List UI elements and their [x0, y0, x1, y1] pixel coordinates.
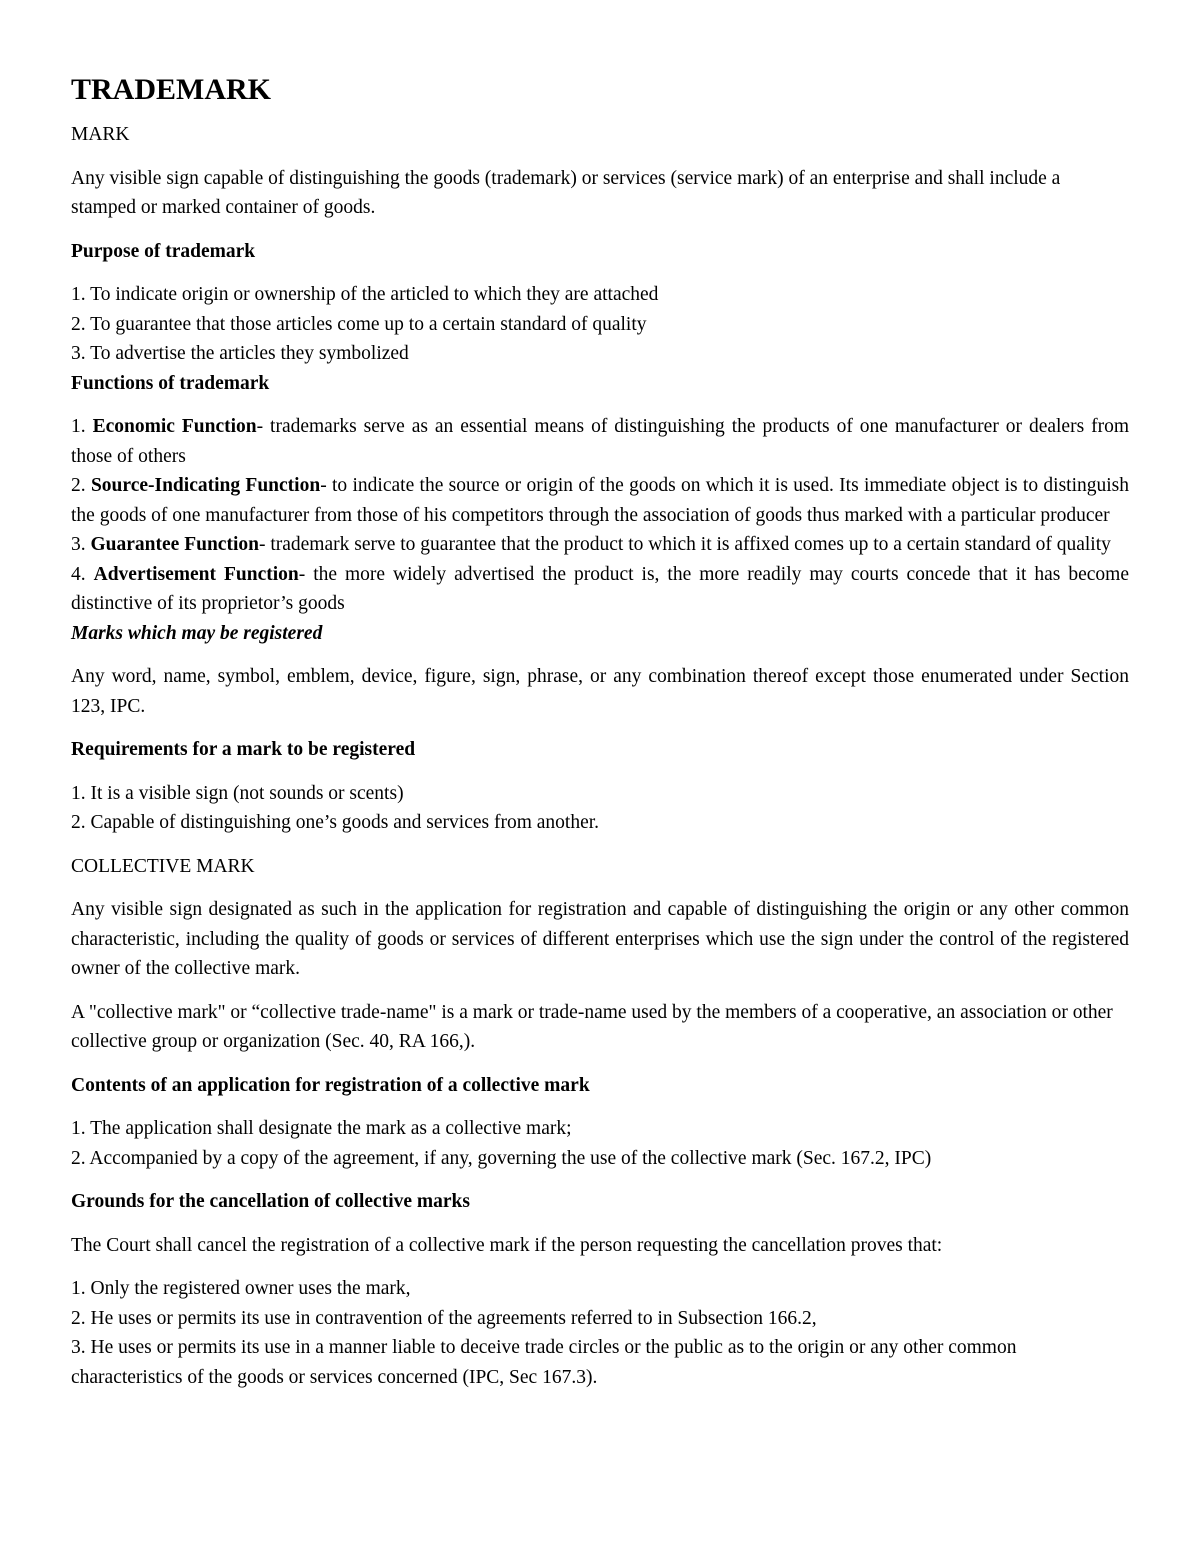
list-item: 1. It is a visible sign (not sounds or scents) [71, 782, 404, 804]
function-term: Economic Function [92, 416, 257, 437]
list-item: 1. To indicate origin or ownership of the articled to which they are attached [71, 284, 659, 305]
list-item: 2. Capable of distinguishing one’s goods and services from another. [71, 812, 600, 833]
document-page [71, 70, 1129, 1392]
function-term: Guarantee Function [90, 534, 259, 555]
cancellation-intro: The Court shall cancel the registration of a collective mark if the person requesting the cancellation proves that: [71, 1234, 943, 1256]
list-item: 1. The application shall designate the mark as a collective mark; [71, 1118, 572, 1139]
list-item: 3. He uses or permits its use in a manner liable to deceive trade circles or the public as to the origin or any other common characteristics of the goods or services concerned (IPC, Sec 167.3). [71, 1337, 1017, 1388]
function-item-source-indicating [71, 471, 1129, 530]
collective-heading: COLLECTIVE MARK [71, 855, 255, 877]
list-item: 2. He uses or permits its use in contravention of the agreements referred to in Subsection 166.2, [71, 1307, 817, 1329]
cancellation-list [71, 1274, 1129, 1392]
purpose-list [71, 280, 1129, 369]
registrable-heading: Marks which may be registered [71, 622, 323, 644]
function-description: - trademark serve to guarantee that the product to which it is affixed comes up to a certain standard of quality [258, 534, 1111, 555]
contents-heading: Contents of an application for registration of a collective mark [71, 1074, 590, 1096]
list-item: 2. Accompanied by a copy of the agreement, if any, governing the use of the collective mark (Sec. 167.2, IPC) [71, 1147, 932, 1169]
function-description: - the more widely advertised the product is, the more readily may courts concede that it has become distinctive of its proprietor’s goods [71, 563, 1130, 614]
collective-ra166: A "collective mark" or “collective trade-name" is a mark or trade-name used by the members of a cooperative, an association or other collective group or organization (Sec. 40, RA 166,). [71, 1001, 1113, 1052]
function-term: Advertisement Function [93, 563, 299, 585]
list-item: 1. Only the registered owner uses the mark, [71, 1278, 411, 1299]
mark-definition: Any visible sign capable of distinguishing the goods (trademark) or services (service mark) of an enterprise and shall include a stamped or marked container of goods. [71, 167, 1061, 218]
purpose-heading: Purpose of trademark [71, 240, 256, 262]
collective-definition: Any visible sign designated as such in the application for registration and capable of distinguishing the origin or any other common characteristic, including the quality of goods or services of different enterprises which use the sign under the control of the registered owner of the collective mark. [71, 899, 1129, 979]
item-number: 4. [71, 563, 94, 585]
functions-heading: Functions of trademark [71, 372, 270, 394]
cancellation-heading: Grounds for the cancellation of collective marks [71, 1191, 470, 1212]
functions-list [71, 412, 1129, 619]
registrable-text: Any word, name, symbol, emblem, device, figure, sign, phrase, or any combination thereof except those enumerated under Section 123, IPC. [71, 666, 1129, 717]
item-number: 2. [71, 475, 91, 496]
requirements-heading: Requirements for a mark to be registered [71, 739, 416, 760]
function-description: - trademarks serve as an essential means of distinguishing the products of one manufacturer or dealers from those of others [71, 416, 1130, 467]
mark-heading: MARK [71, 124, 130, 145]
list-item: 3. To advertise the articles they symbolized [71, 343, 409, 364]
function-item-economic [71, 412, 1129, 471]
contents-list [71, 1114, 1129, 1173]
item-number: 1. [71, 416, 93, 437]
function-item-guarantee [71, 530, 1129, 560]
item-number: 3. [71, 534, 91, 555]
function-item-advertisement [71, 560, 1129, 619]
function-description: - to indicate the source or origin of the goods on which it is used. Its immediate object is to distinguish the goods of one manufacturer from those of his competitors through the association of goods thus marked with a particular producer [71, 475, 1130, 526]
list-item: 2. To guarantee that those articles come up to a certain standard of quality [71, 313, 647, 335]
function-term: Source-Indicating Function [90, 475, 321, 496]
document-title: TRADEMARK [71, 73, 271, 106]
requirements-list [71, 779, 1129, 838]
